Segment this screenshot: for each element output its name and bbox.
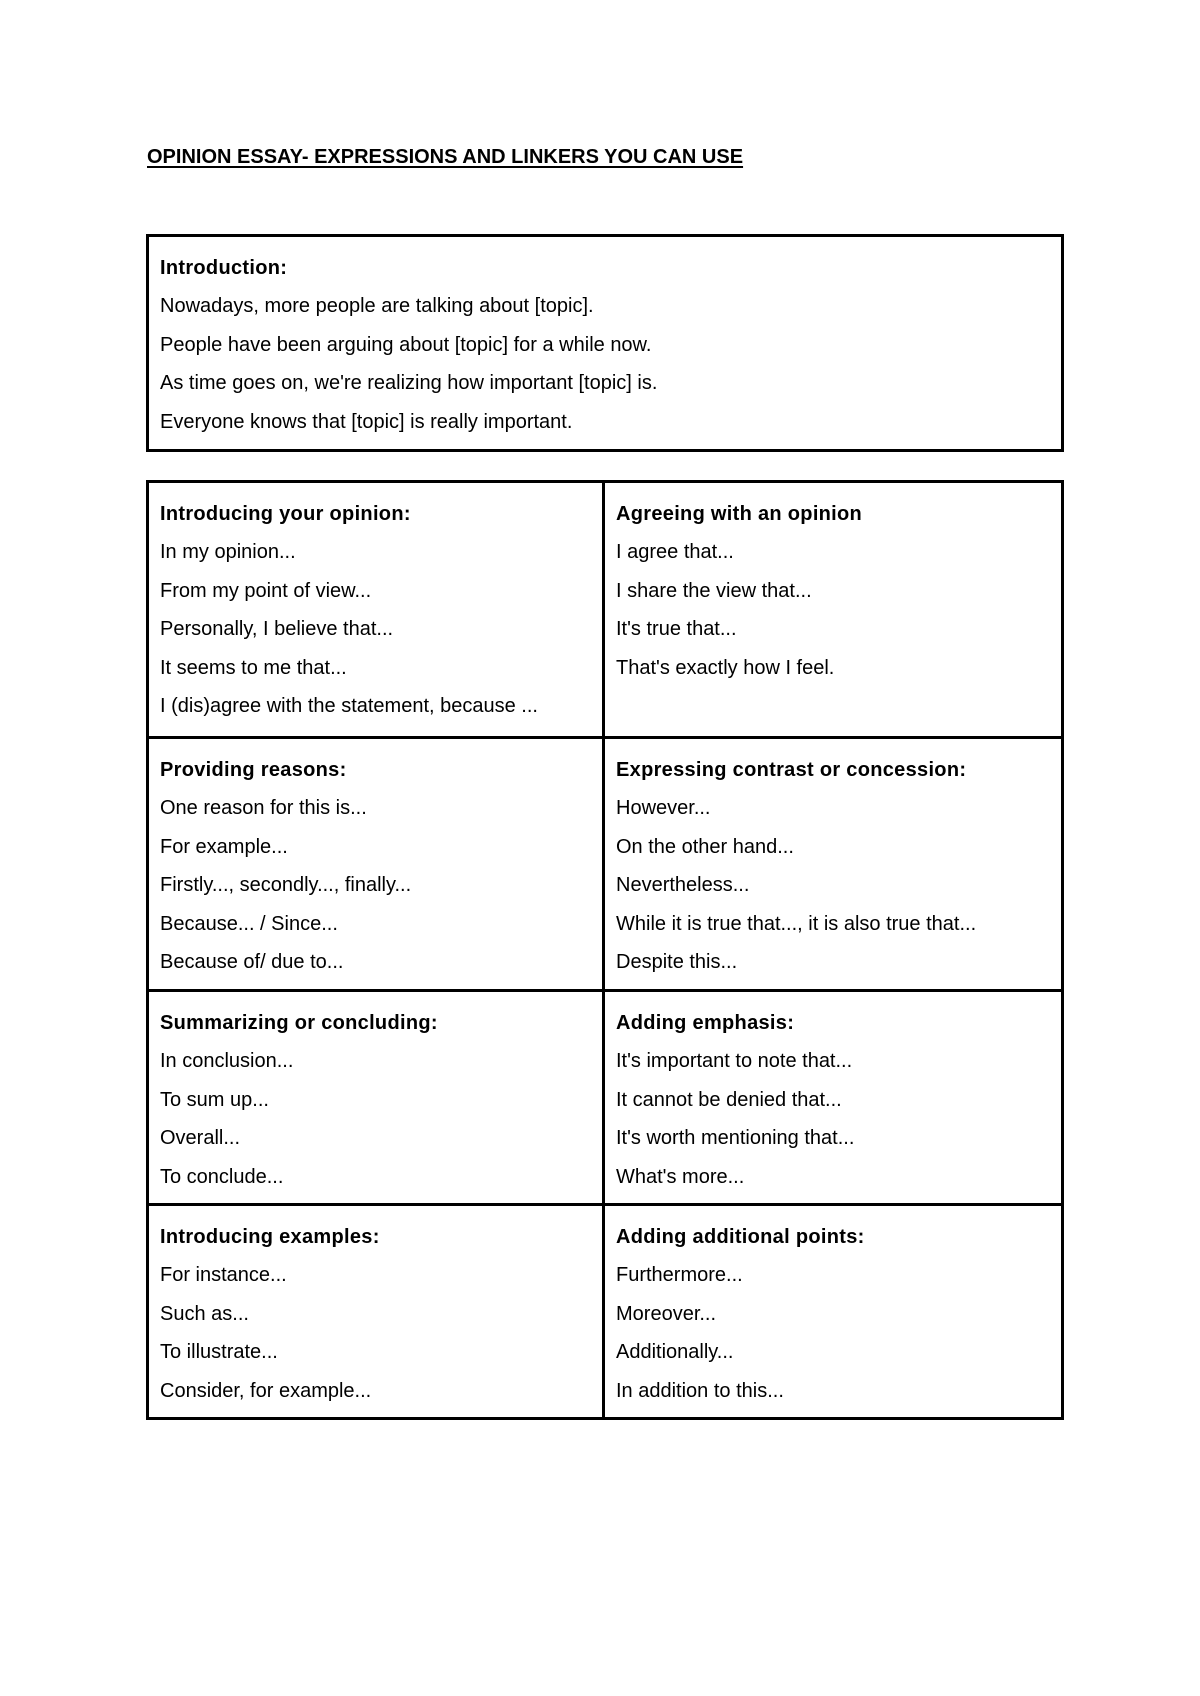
expression-line: Personally, I believe that... xyxy=(160,618,394,640)
section-heading: Adding additional points: xyxy=(616,1226,865,1248)
expression-line: One reason for this is... xyxy=(160,797,367,819)
expression-line: That's exactly how I feel. xyxy=(616,656,835,679)
section-heading: Agreeing with an opinion xyxy=(616,503,863,525)
introduction-line: People have been arguing about [topic] for a while now. xyxy=(160,333,652,356)
section-heading: Providing reasons: xyxy=(160,759,347,781)
section-agreeing-opinion xyxy=(605,483,1061,736)
table-row xyxy=(149,989,1061,1203)
expression-line: To illustrate... xyxy=(160,1341,278,1363)
expression-line: Because of/ due to... xyxy=(160,951,344,973)
expression-line: It's true that... xyxy=(616,618,737,640)
section-heading: Introducing examples: xyxy=(160,1226,380,1248)
section-summarizing xyxy=(149,992,605,1203)
table-row xyxy=(149,736,1061,989)
page-title: OPINION ESSAY- EXPRESSIONS AND LINKERS YOU CAN USE xyxy=(147,146,744,168)
expression-line: Consider, for example... xyxy=(160,1379,372,1402)
expression-line: It's worth mentioning that... xyxy=(616,1127,855,1149)
expression-line: However... xyxy=(616,797,711,819)
expression-line: In my opinion... xyxy=(160,541,296,563)
expression-line: To conclude... xyxy=(160,1165,284,1188)
section-introducing-examples xyxy=(149,1206,605,1417)
section-additional-points xyxy=(605,1206,1061,1417)
expression-line: In addition to this... xyxy=(616,1379,784,1402)
section-heading: Summarizing or concluding: xyxy=(160,1012,438,1034)
section-heading: Adding emphasis: xyxy=(616,1012,795,1034)
section-providing-reasons xyxy=(149,739,605,989)
expression-line: Because... / Since... xyxy=(160,912,338,935)
expression-line: Despite this... xyxy=(616,951,738,973)
introduction-box xyxy=(146,234,1064,452)
section-adding-emphasis xyxy=(605,992,1061,1203)
introduction-line: Nowadays, more people are talking about [topic]. xyxy=(160,295,594,317)
expression-line: In conclusion... xyxy=(160,1050,294,1072)
introduction-line: Everyone knows that [topic] is really important. xyxy=(160,410,573,433)
expression-line: For example... xyxy=(160,835,288,858)
expression-line: Furthermore... xyxy=(616,1264,743,1286)
introduction-line: As time goes on, we're realizing how important [topic] is. xyxy=(160,372,658,394)
expression-line: It cannot be denied that... xyxy=(616,1088,842,1111)
expression-line: To sum up... xyxy=(160,1088,269,1111)
expression-line: Moreover... xyxy=(616,1302,717,1325)
section-heading: Introducing your opinion: xyxy=(160,503,411,525)
expression-line: What's more... xyxy=(616,1165,745,1188)
expression-line: I share the view that... xyxy=(616,579,812,602)
section-introducing-opinion xyxy=(149,483,605,736)
section-heading: Expressing contrast or concession: xyxy=(616,759,967,781)
expressions-table xyxy=(146,480,1064,1420)
expression-line: From my point of view... xyxy=(160,579,372,602)
expression-line: I agree that... xyxy=(616,541,734,563)
table-row xyxy=(149,1203,1061,1417)
section-contrast-concession xyxy=(605,739,1061,989)
expression-line: Firstly..., secondly..., finally... xyxy=(160,874,412,896)
expression-line: While it is true that..., it is also true that... xyxy=(616,912,977,935)
expression-line: Such as... xyxy=(160,1302,249,1325)
expression-line: I (dis)agree with the statement, because ... xyxy=(160,695,538,717)
table-row xyxy=(149,483,1061,736)
expression-line: It's important to note that... xyxy=(616,1050,853,1072)
expression-line: On the other hand... xyxy=(616,835,794,858)
expression-line: It seems to me that... xyxy=(160,656,347,679)
expression-line: Additionally... xyxy=(616,1341,734,1363)
expression-line: Nevertheless... xyxy=(616,874,750,896)
expression-line: For instance... xyxy=(160,1264,287,1286)
introduction-heading: Introduction: xyxy=(160,257,288,279)
expression-line: Overall... xyxy=(160,1127,241,1149)
